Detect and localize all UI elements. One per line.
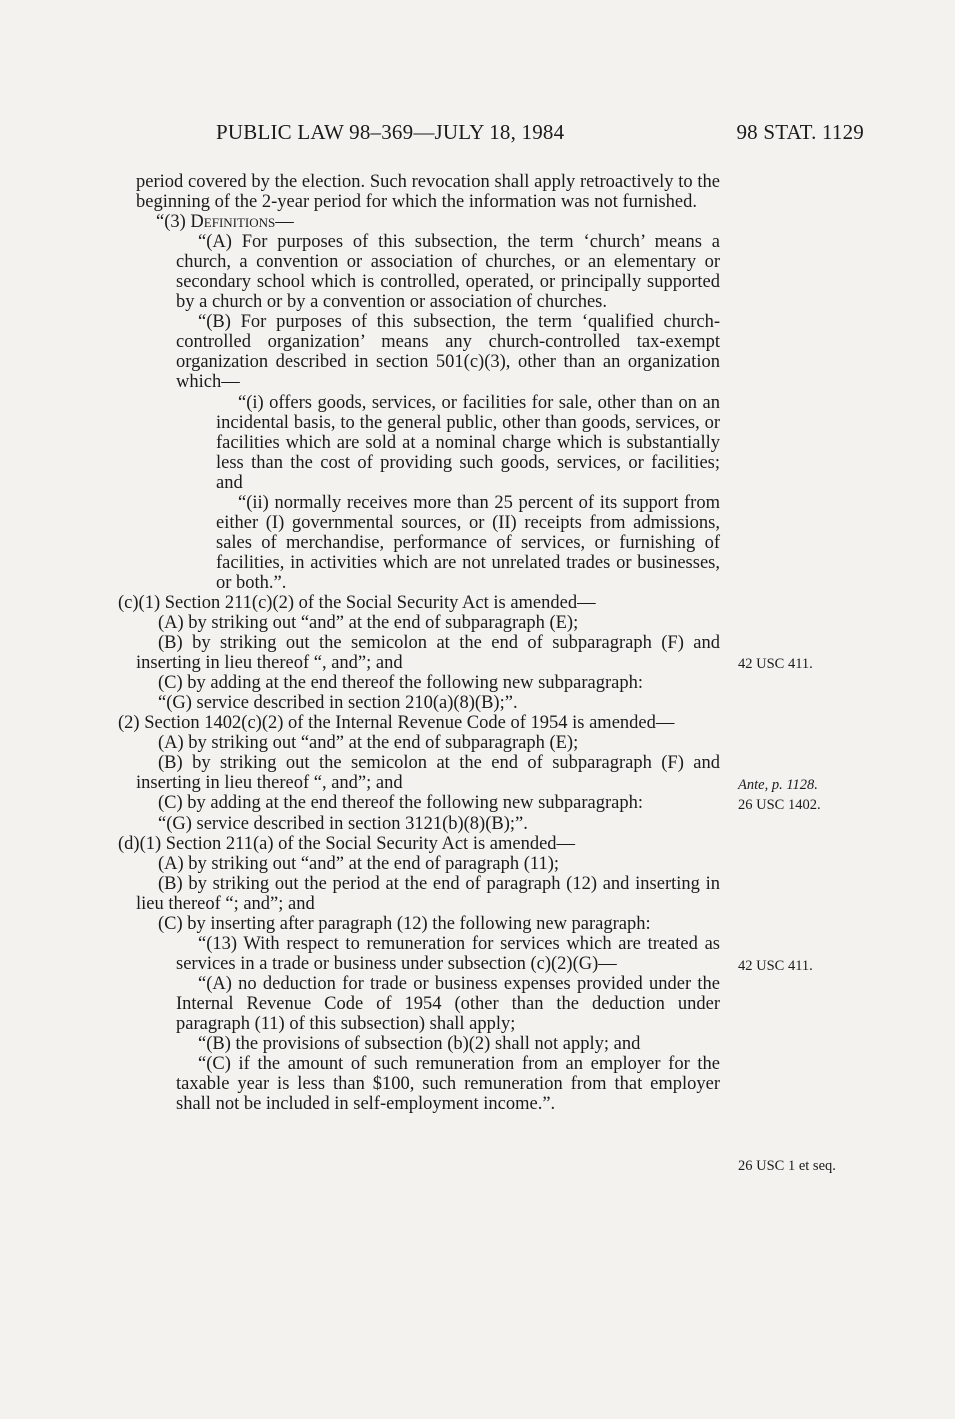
paragraph: “(B) For purposes of this subsection, the term ‘qualified church-controlled organization’ means any church-controlled tax-exempt organization described in section 501(c)(3), other than an organization which— — [176, 312, 720, 393]
margin-note-citation: 42 USC 411. — [738, 656, 813, 672]
paragraph: (A) by striking out “and” at the end of subparagraph (E); — [158, 613, 579, 634]
paragraph: “(G) service described in section 210(a)(8)(B);”. — [158, 693, 518, 714]
paragraph: (C) by adding at the end thereof the following new subparagraph: — [158, 793, 643, 814]
margin-note-citation: 42 USC 411. — [738, 958, 813, 974]
margin-note-citation: Ante, p. 1128. — [738, 777, 818, 793]
paragraph: “(13) With respect to remuneration for services which are treated as services in a trade or business under subsection (c)(2)(G)— — [176, 933, 720, 974]
paragraph: (c)(1) Section 211(c)(2) of the Social Security Act is amended— — [118, 592, 596, 613]
paragraph: “(A) no deduction for trade or business expenses provided under the Internal Revenue Code of 1954 (other than the deduction under paragraph (11) of this subsection) shall apply; — [176, 973, 720, 1034]
paragraph: (C) by adding at the end thereof the following new subparagraph: — [158, 673, 643, 694]
paragraph: (d)(1) Section 211(a) of the Social Security Act is amended— — [118, 833, 576, 854]
page-header — [96, 120, 864, 150]
paragraph: “(B) the provisions of subsection (b)(2) shall not apply; and — [198, 1034, 641, 1055]
paragraph: (B) by striking out the semicolon at the end of subparagraph (F) and inserting in lieu thereof “, and”; and — [136, 633, 720, 674]
paragraph: (A) by striking out “and” at the end of paragraph (11); — [158, 853, 560, 874]
paragraph: period covered by the election. Such revocation shall apply retroactively to the beginning of the 2-year period for which the information was not furnished. — [136, 172, 720, 213]
paragraph: (2) Section 1402(c)(2) of the Internal Revenue Code of 1954 is amended— — [118, 713, 675, 734]
paragraph: (B) by striking out the period at the end of paragraph (12) and inserting in lieu thereof “; and”; and — [136, 873, 720, 914]
header-stat-reference: 98 STAT. 1129 — [736, 120, 864, 144]
header-title: PUBLIC LAW 98–369—JULY 18, 1984 — [216, 120, 565, 144]
paragraph: “(C) if the amount of such remuneration from an employer for the taxable year is less than $100, such remuneration from that employer shall not be included in self-employment income.”. — [176, 1054, 720, 1115]
paragraph: “(ii) normally receives more than 25 percent of its support from either (I) governmental sources, or (II) receipts from admissions, sales of merchandise, performance of services, or furnishing of facilities, in activities which are not unrelated trades or businesses, or both.”. — [216, 492, 720, 593]
margin-note-citation: 26 USC 1402. — [738, 797, 821, 813]
document-body — [96, 172, 720, 1114]
paragraph: “(G) service described in section 3121(b)(8)(B);”. — [158, 813, 528, 834]
margin-note-citation: 26 USC 1 et seq. — [738, 1158, 836, 1174]
paragraph: “(A) For purposes of this subsection, the term ‘church’ means a church, a convention or association of churches, or an elementary or secondary school which is controlled, operated, or principally supported by a church or by a convention or association of churches. — [176, 232, 720, 313]
paragraph: (B) by striking out the semicolon at the end of subparagraph (F) and inserting in lieu thereof “, and”; and — [136, 753, 720, 794]
paragraph: (A) by striking out “and” at the end of subparagraph (E); — [158, 733, 579, 754]
paragraph: “(i) offers goods, services, or facilities for sale, other than on an incidental basis, to the general public, other than goods, services, or facilities which are sold at a nominal charge which is substantially less than the cost of providing such goods, services, or facilities; and — [216, 392, 720, 493]
paragraph-heading: “(3) Definitions— — [156, 212, 294, 233]
paragraph: (C) by inserting after paragraph (12) the following new paragraph: — [158, 913, 651, 934]
